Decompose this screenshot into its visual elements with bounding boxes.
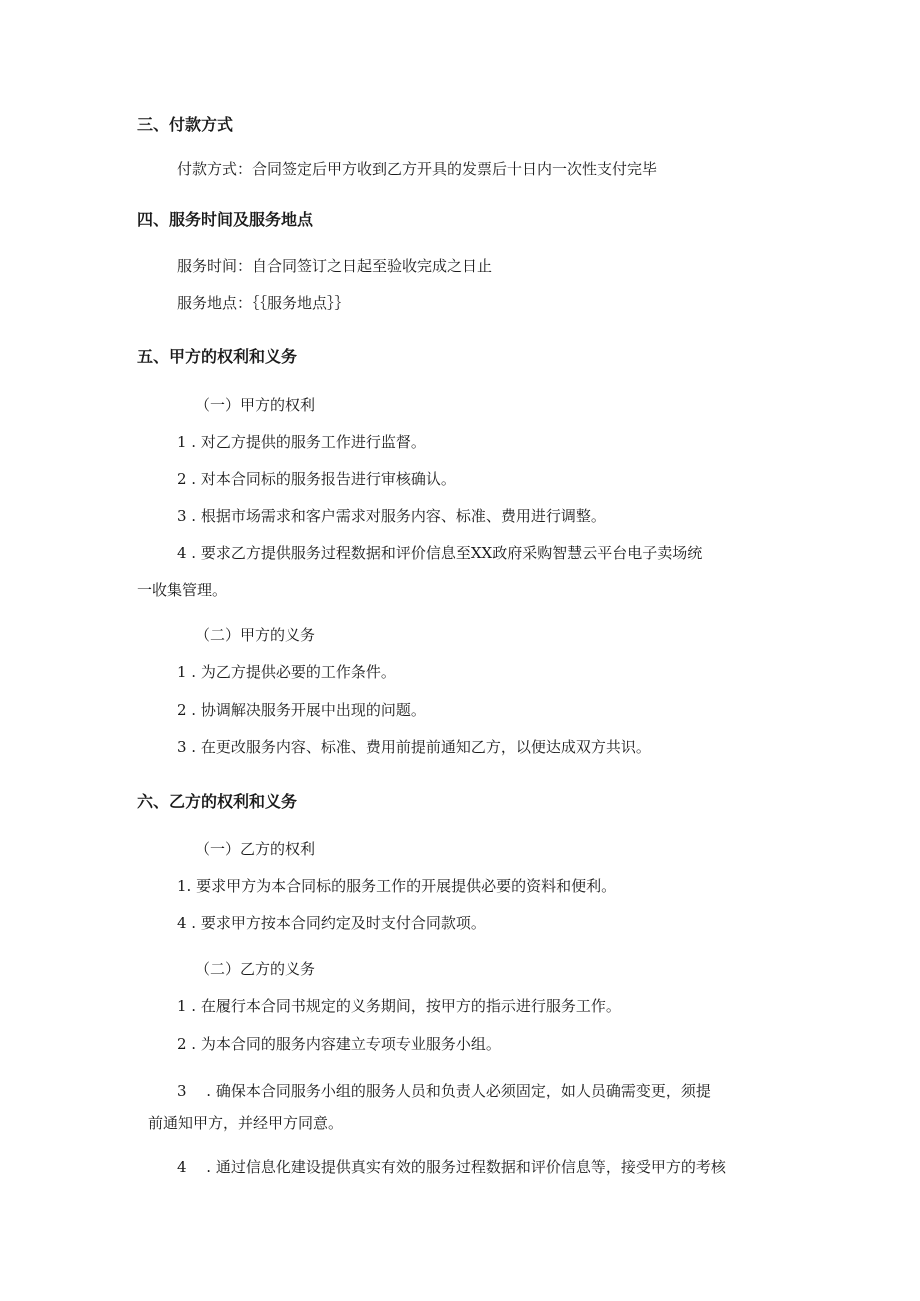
- party-b-duty-item: 2 . 为本合同的服务内容建立专项专业服务小组。: [177, 1035, 501, 1053]
- party-a-right-item: 4 . 要求乙方提供服务过程数据和评价信息至XX政府采购智慧云平台电子卖场统: [177, 544, 703, 562]
- service-place-text: 服务地点：｛｛服务地点｝｝: [177, 294, 350, 312]
- party-b-duty-item: 3 . 确保本合同服务小组的服务人员和负责人必须固定，如人员确需变更，须提: [177, 1082, 711, 1100]
- party-b-right-item: 4 . 要求甲方按本合同约定及时支付合同款项。: [177, 914, 486, 932]
- party-a-rights-subheading: （一）甲方的权利: [195, 396, 316, 414]
- section-heading-party-a: 五、甲方的权利和义务: [137, 347, 298, 366]
- payment-terms-text: 付款方式：合同签定后甲方收到乙方开具的发票后十日内一次性支付完毕: [177, 160, 658, 178]
- party-b-duty-item: 4 . 通过信息化建设提供真实有效的服务过程数据和评价信息等，接受甲方的考核: [177, 1158, 726, 1176]
- party-b-duty-item: 1 . 在履行本合同书规定的义务期间，按甲方的指示进行服务工作。: [177, 997, 621, 1015]
- party-a-duty-item: 3 . 在更改服务内容、标准、费用前提前通知乙方，以便达成双方共识。: [177, 738, 651, 756]
- party-a-duty-item: 2 . 协调解决服务开展中出现的问题。: [177, 701, 426, 719]
- party-a-right-item: 2 . 对本合同标的服务报告进行审核确认。: [177, 470, 456, 488]
- party-a-right-item-continued: 一收集管理。: [137, 581, 228, 599]
- party-a-duty-item: 1 . 为乙方提供必要的工作条件。: [177, 663, 396, 681]
- party-b-right-item: 1. 要求甲方为本合同标的服务工作的开展提供必要的资料和便利。: [177, 877, 617, 895]
- section-heading-party-b: 六、乙方的权利和义务: [137, 792, 298, 811]
- party-b-duties-subheading: （二）乙方的义务: [195, 960, 316, 978]
- party-a-duties-subheading: （二）甲方的义务: [195, 626, 316, 644]
- party-a-right-item: 3 . 根据市场需求和客户需求对服务内容、标准、费用进行调整。: [177, 507, 606, 525]
- section-heading-service-time-place: 四、服务时间及服务地点: [137, 210, 314, 229]
- party-b-rights-subheading: （一）乙方的权利: [195, 840, 316, 858]
- section-heading-payment: 三、付款方式: [137, 115, 234, 134]
- party-a-right-item: 1 . 对乙方提供的服务工作进行监督。: [177, 433, 426, 451]
- party-b-duty-item-continued: 前通知甲方，并经甲方同意。: [148, 1114, 344, 1132]
- service-time-text: 服务时间：自合同签订之日起至验收完成之日止: [177, 257, 493, 275]
